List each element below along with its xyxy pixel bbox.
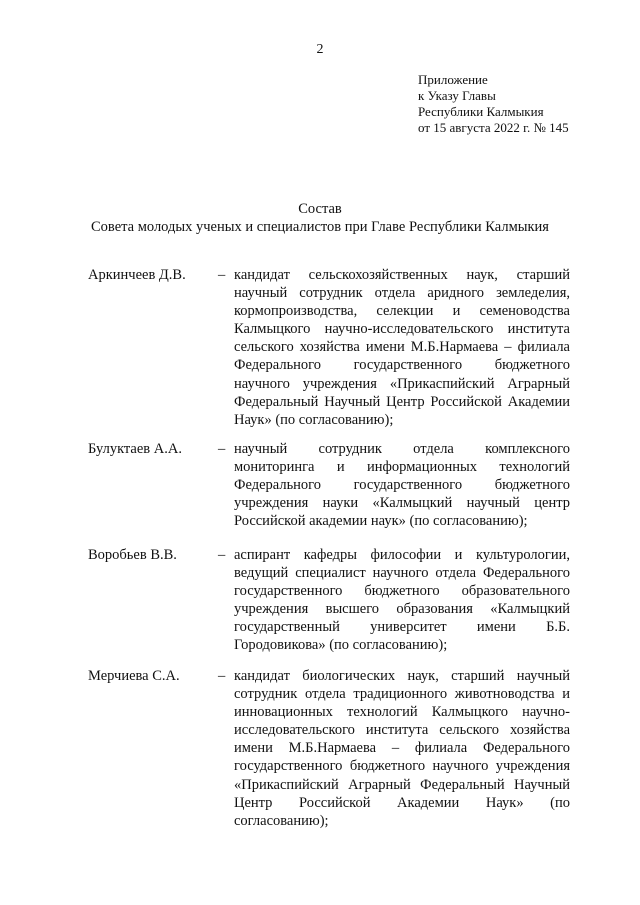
- member-dash: –: [218, 547, 226, 563]
- document-title: Состав: [298, 201, 342, 217]
- member-name: Аркинчеев Д.В.: [88, 267, 186, 283]
- member-name: Мерчиева С.А.: [88, 668, 180, 684]
- page-number: 2: [316, 42, 324, 57]
- appendix-line: Приложение: [418, 72, 488, 87]
- appendix-block: [418, 72, 569, 136]
- member-description: кандидат сельскохозяйственных наук, старший научный сотрудник отдела аридного земледелия, кормопроизводства, селекции и семеноводства Калмыцкого научно-исследовательского института сельского хозяйства имени М.Б.Нармаева – филиала Федерального государственного бюджетного научного учреждения «Прикаспийский Аграрный Федеральный Научный Центр Российской Академии Наук» (по согласованию);: [234, 267, 570, 428]
- document-subtitle: Совета молодых ученых и специалистов при Главе Республики Калмыкия: [91, 219, 549, 235]
- member-description: научный сотрудник отдела комплексного мониторинга и информационных технологий Федерального государственного бюджетного учреждения науки «Калмыцкий научный центр Российской академии наук» (по согласованию);: [234, 441, 570, 530]
- member-description: кандидат биологических наук, старший научный сотрудник отдела традиционного животноводства и инновационных технологий Калмыцкого научно-исследовательского института сельского хозяйства имени М.Б.Нармаева – филиала Федерального государственного бюджетного научного учреждения «Прикаспийский Аграрный Федеральный Научный Центр Российской Академии Наук» (по согласованию);: [234, 668, 570, 829]
- appendix-line: от 15 августа 2022 г. № 145: [418, 120, 569, 135]
- appendix-line: Республики Калмыкия: [418, 104, 544, 119]
- member-dash: –: [218, 441, 226, 457]
- member-name: Булуктаев А.А.: [88, 441, 182, 457]
- member-description: аспирант кафедры философии и культурологии, ведущий специалист научного отдела Федерального государственного бюджетного образовательного учреждения высшего образования «Калмыцкий государственный университет имени Б.Б. Городовикова» (по согласованию);: [234, 547, 570, 654]
- member-name: Воробьев В.В.: [88, 547, 177, 563]
- member-dash: –: [218, 668, 226, 684]
- appendix-line: к Указу Главы: [418, 88, 496, 103]
- member-dash: –: [218, 267, 226, 283]
